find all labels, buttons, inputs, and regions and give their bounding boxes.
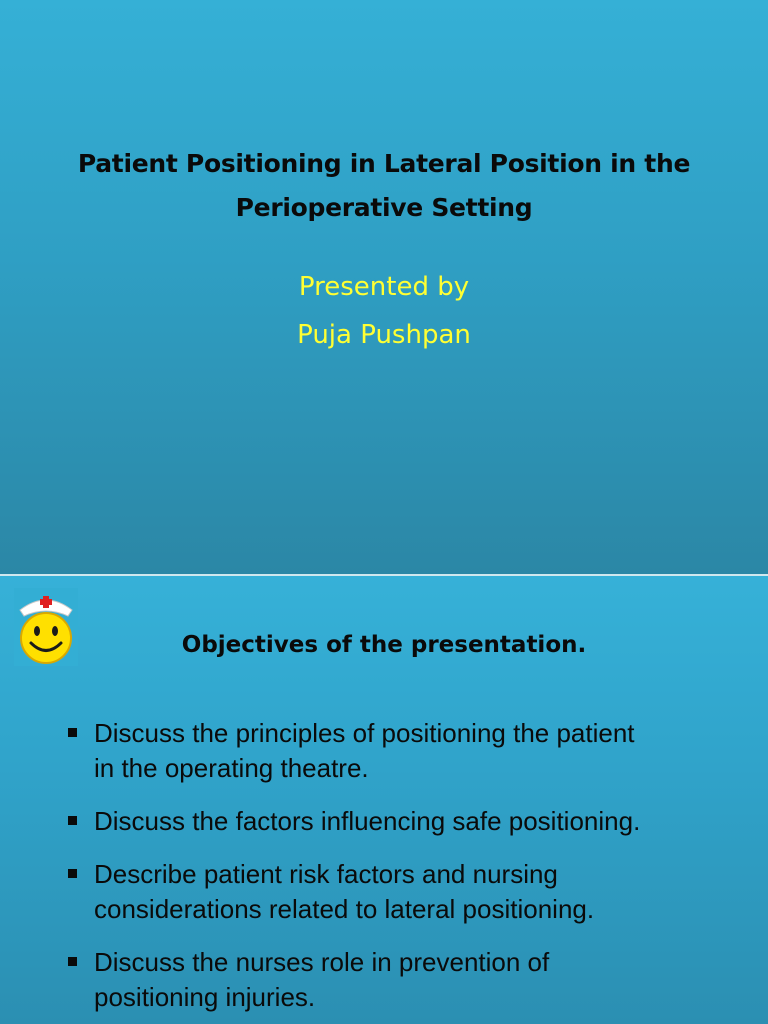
presenter-name: Puja Pushpan — [297, 320, 471, 350]
list-item-line-2: in the operating theatre. — [94, 753, 369, 783]
list-item-line-1: Discuss the principles of positioning the patient — [94, 718, 635, 748]
list-item-line-2: positioning injuries. — [94, 982, 316, 1012]
list-item-line-1: Describe patient risk factors and nursing — [94, 859, 558, 889]
objectives-title: Objectives of the presentation. — [181, 632, 587, 658]
list-item-line-1: Discuss the nurses role in prevention of — [94, 947, 550, 977]
list-item-line-2: considerations related to lateral positioning. — [94, 894, 595, 924]
presentation-title — [40, 142, 728, 230]
objectives-list — [66, 716, 736, 1024]
title-line-2: Perioperative Setting — [235, 193, 533, 222]
bullet-square-icon — [68, 957, 77, 966]
bullet-square-icon — [68, 869, 77, 878]
list-item — [66, 945, 736, 1015]
objectives-slide — [0, 576, 768, 1024]
list-item — [66, 804, 736, 839]
bullet-square-icon — [68, 728, 77, 737]
list-item — [66, 857, 736, 927]
list-item-line-1: Discuss the factors influencing safe positioning. — [94, 806, 641, 836]
list-item — [66, 716, 736, 786]
bullet-square-icon — [68, 816, 77, 825]
title-line-1: Patient Positioning in Lateral Position in the — [77, 149, 691, 178]
presented-by-label: Presented by — [298, 272, 470, 302]
